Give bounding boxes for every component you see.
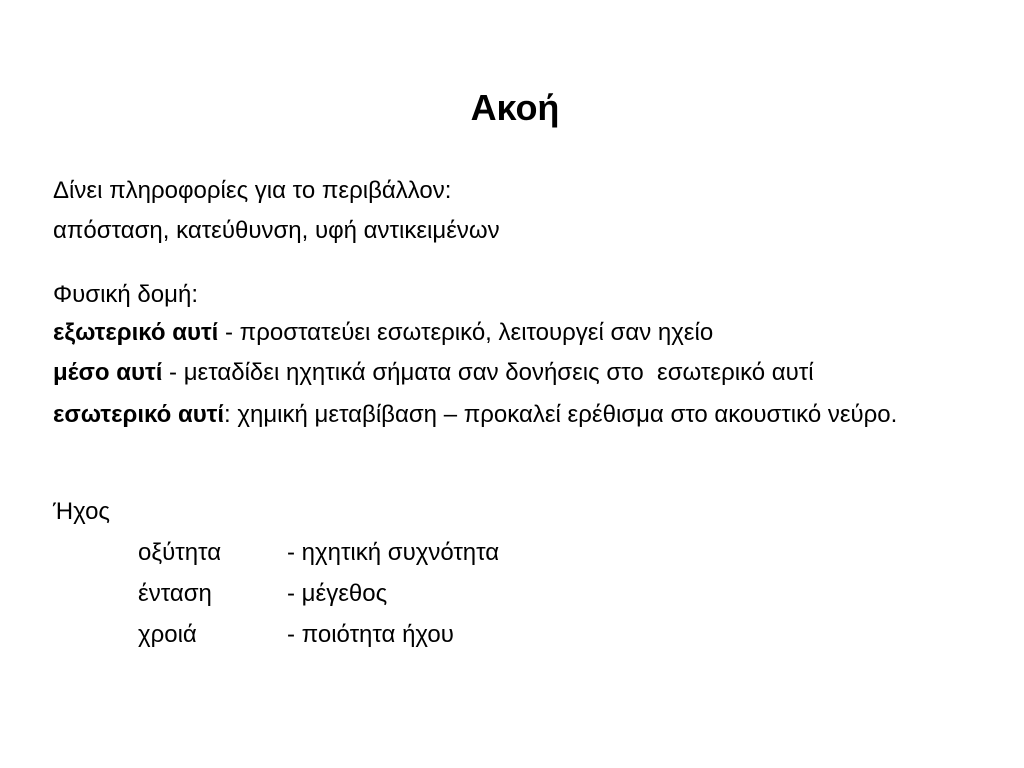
sound-heading: Ήχος <box>53 498 110 525</box>
structure-text: : χημική μεταβίβαση – προκαλεί ερέθισμα στο ακουστικό νεύρο. <box>224 401 898 428</box>
structure-term: μέσο αυτί <box>53 359 163 386</box>
structure-item-middle-ear <box>53 358 814 388</box>
structure-item-inner-ear <box>53 397 983 433</box>
sound-term-timbre: χροιά <box>138 621 197 648</box>
structure-heading: Φυσική δομή: <box>53 281 198 308</box>
sound-term-loudness: ένταση <box>138 580 212 607</box>
sound-desc-timbre: - ποιότητα ήχου <box>287 621 454 648</box>
intro-line-1: Δίνει πληροφορίες για το περιβάλλον: <box>53 177 452 204</box>
sound-desc-pitch: - ηχητική συχνότητα <box>287 539 500 566</box>
sound-term-pitch: οξύτητα <box>138 539 222 566</box>
structure-term: εξωτερικό αυτί <box>53 319 219 346</box>
structure-text: - μεταδίδει ηχητικά σήματα σαν δονήσεις στο εσωτερικό αυτί <box>162 359 814 386</box>
structure-item-outer-ear <box>53 318 713 348</box>
slide-title: Ακοή <box>470 87 560 128</box>
structure-term: εσωτερικό αυτί <box>53 401 225 428</box>
structure-text: - προστατεύει εσωτερικό, λειτουργεί σαν ηχείο <box>218 319 714 346</box>
intro-line-2: απόσταση, κατεύθυνση, υφή αντικειμένων <box>53 217 500 244</box>
sound-desc-loudness: - μέγεθος <box>287 580 388 607</box>
